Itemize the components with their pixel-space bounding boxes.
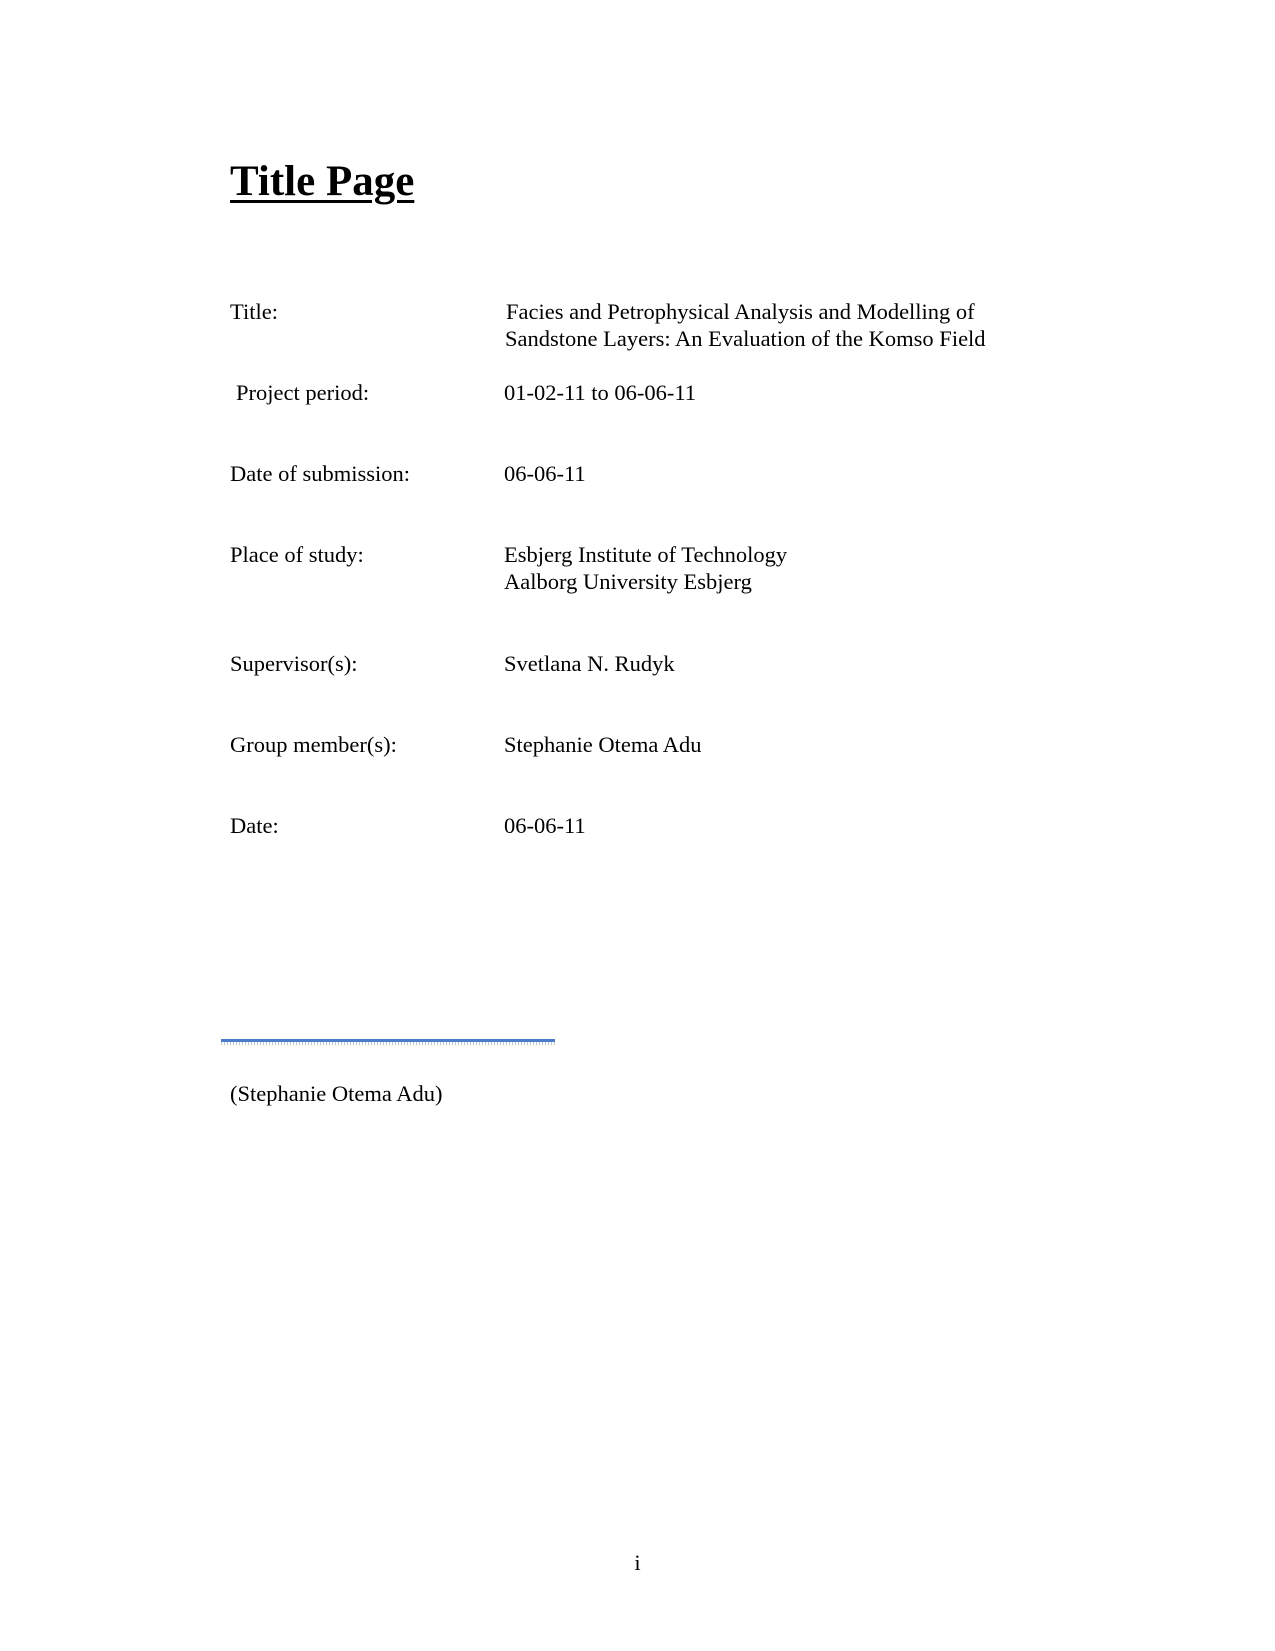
field-project-period-label: Project period: (236, 380, 370, 405)
field-date-label: Date: (230, 813, 279, 838)
field-title-value-line-1: Facies and Petrophysical Analysis and Modelling of (506, 299, 975, 324)
field-title-label: Title: (230, 299, 278, 324)
signature-line (221, 1039, 555, 1045)
field-place-of-study-value (504, 541, 787, 595)
field-place-of-study-label: Place of study: (230, 542, 364, 567)
page-number: i (634, 1550, 641, 1575)
page-title: Title Page (230, 158, 415, 205)
field-date-value: 06-06-11 (504, 813, 586, 838)
field-title-value (506, 298, 986, 352)
field-date-of-submission-label: Date of submission: (230, 461, 410, 486)
field-place-of-study-value-line-1: Esbjerg Institute of Technology (504, 542, 788, 567)
field-title-value-line-2: Sandstone Layers: An Evaluation of the Komso Field (505, 326, 986, 351)
signature-name: (Stephanie Otema Adu) (230, 1081, 443, 1106)
field-date-of-submission-value: 06-06-11 (504, 461, 586, 486)
field-supervisors-label: Supervisor(s): (230, 651, 358, 676)
field-group-members-value: Stephanie Otema Adu (504, 732, 702, 757)
field-group-members-label: Group member(s): (230, 732, 397, 757)
signature-line-underlay (221, 1042, 555, 1045)
field-place-of-study-value-line-2: Aalborg University Esbjerg (504, 569, 752, 594)
field-supervisors-value: Svetlana N. Rudyk (504, 651, 675, 676)
field-project-period-value: 01-02-11 to 06-06-11 (504, 380, 697, 405)
